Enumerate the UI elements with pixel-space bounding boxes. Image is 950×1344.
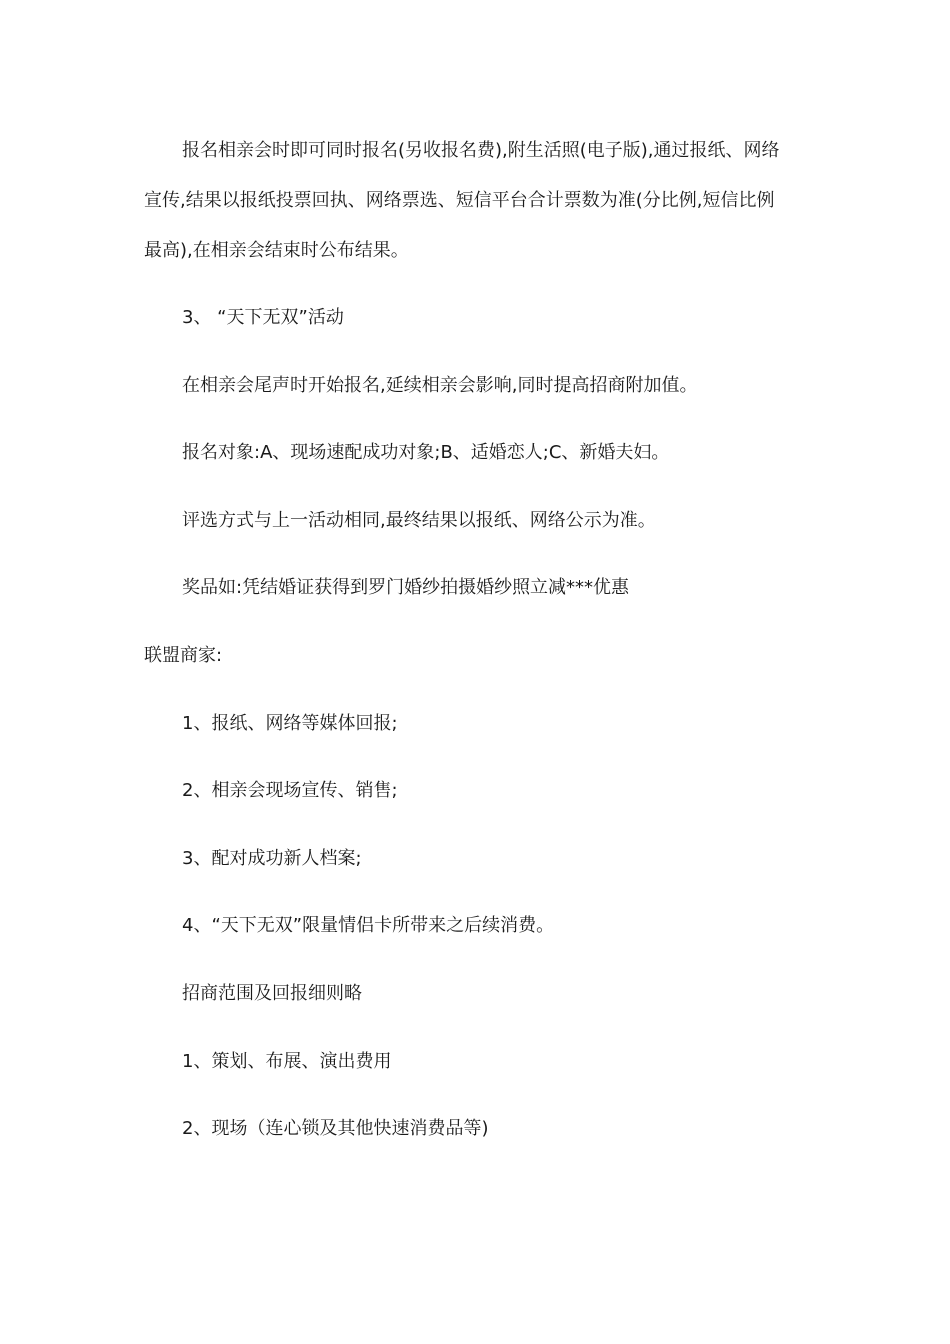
paragraph-line: 宣传,结果以报纸投票回执、网络票选、短信平台合计票数为准(分比例,短信比例 [144,190,775,211]
list-item: 1、报纸、网络等媒体回报; [182,713,398,734]
paragraph-line: 最高),在相亲会结束时公布结果。 [144,240,409,261]
list-item: 4、“天下无双”限量情侣卡所带来之后续消费。 [182,915,555,936]
paragraph: 奖品如:凭结婚证获得到罗门婚纱拍摄婚纱照立减***优惠 [182,577,630,598]
paragraph-line: 报名相亲会时即可同时报名(另收报名费),附生活照(电子版),通过报纸、网络 [182,140,780,161]
paragraph: 评选方式与上一活动相同,最终结果以报纸、网络公示为准。 [182,510,656,531]
paragraph: 在相亲会尾声时开始报名,延续相亲会影响,同时提高招商附加值。 [182,375,698,396]
list-item: 2、现场（连心锁及其他快速消费品等) [182,1118,489,1139]
list-item: 1、策划、布展、演出费用 [182,1051,392,1072]
paragraph: 报名对象:A、现场速配成功对象;B、适婚恋人;C、新婚夫妇。 [182,442,670,463]
list-item: 3、配对成功新人档案; [182,848,362,869]
section-title: 招商范围及回报细则略 [182,983,362,1004]
section-title: 联盟商家: [144,645,223,666]
list-item: 2、相亲会现场宣传、销售; [182,780,398,801]
section-heading: 3、 “天下无双”活动 [182,307,344,328]
